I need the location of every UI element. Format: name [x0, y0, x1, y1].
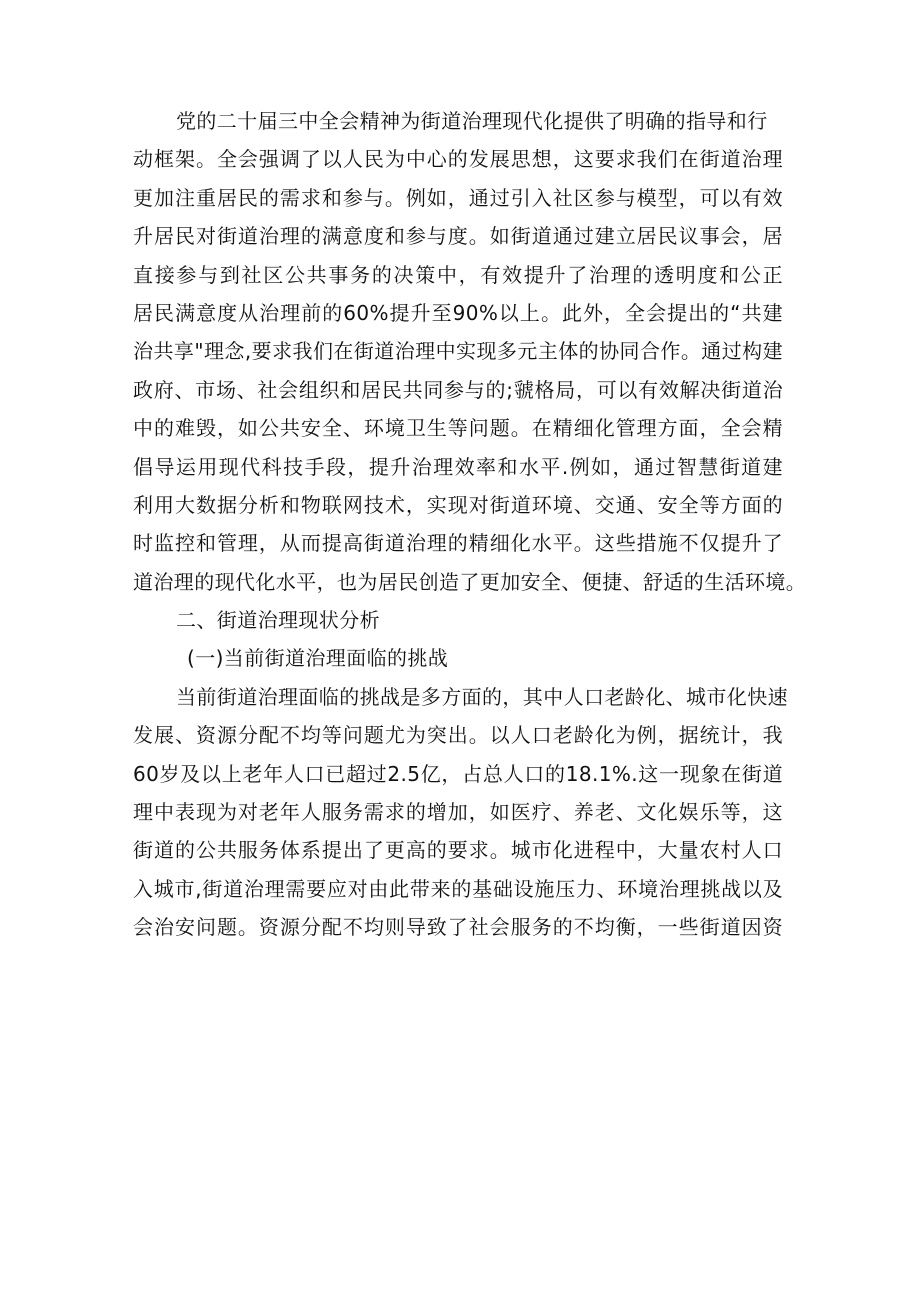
paragraph-line: 升居民对街道治理的满意度和参与度。如街道通过建立居民议事会，居 — [133, 224, 783, 249]
paragraph-line: 理中表现为对老年人服务需求的增加，如医疗、养老、文化娱乐等，这 — [133, 800, 783, 825]
paragraph-2 — [133, 678, 788, 947]
paragraph-line: 党的二十届三中全会精神为街道治理现代化提供了明确的指导和行 — [176, 109, 768, 133]
paragraph-line: 街道的公共服务体系提出了更高的要求。城市化进程中，大量农村人口 — [133, 838, 783, 863]
paragraph-line: 发展、资源分配不均等问题尤为突出。以人口老龄化为例，据统计，我 — [133, 723, 783, 748]
paragraph-line: 入城市,街道治理需要应对由此带来的基础设施压力、环境治理挑战以及 — [133, 876, 783, 901]
document-body — [133, 102, 807, 947]
paragraph-line: 当前街道治理面临的挑战是多方面的，其中人口老龄化、城市化快速 — [176, 684, 788, 709]
paragraph-line: 直接参与到社区公共事务的决策中，有效提升了治理的透明度和公正 — [133, 262, 783, 287]
paragraph-line: 中的难毁，如公共安全、环境卫生等问题。在精细化管理方面，全会精 — [133, 416, 783, 441]
paragraph-line: 更加注重居民的需求和参与。例如，通过引入社区参与模型，可以有效 — [133, 185, 783, 210]
paragraph-line: 时监控和管理，从而提高街道治理的精细化水平。这些措施不仅提升了 — [133, 531, 783, 556]
paragraph-line: 会治安问题。资源分配不均则导致了社会服务的不均衡，一些街道因资 — [133, 915, 783, 940]
paragraph-line: 利用大数据分析和物联网技术，实现对街道环境、交通、安全等方面的 — [133, 492, 783, 517]
paragraph-line: 道治理的现代化水平，也为居民创造了更加安全、便捷、舒适的生活环境。 — [133, 569, 807, 594]
paragraph-line: 动框架。全会强调了以人民为中心的发展思想，这要求我们在街道治理 — [133, 147, 783, 172]
section-heading: 二、街道治理现状分析 — [176, 608, 380, 633]
subsection-heading: (一)当前街道治理面临的挑战 — [187, 646, 449, 671]
paragraph-1 — [133, 102, 807, 601]
paragraph-line: 政府、市场、社会组织和居民共同参与的;虢格局，可以有效解决街道治 — [133, 377, 783, 402]
paragraph-line: 倡导运用现代科技手段，提升治理效率和水平.例如，通过智慧街道建 — [133, 454, 783, 479]
paragraph-line: 治共享"理念,要求我们在街道治理中实现多元主体的协同合作。通过构建 — [133, 339, 783, 364]
paragraph-line: 居民满意度从治理前的60%提升至90%以上。此外，全会提出的“共建 — [133, 300, 783, 325]
paragraph-line: 60岁及以上老年人口已超过2.5亿，占总人口的18.1%.这一现象在街道 — [133, 761, 783, 786]
